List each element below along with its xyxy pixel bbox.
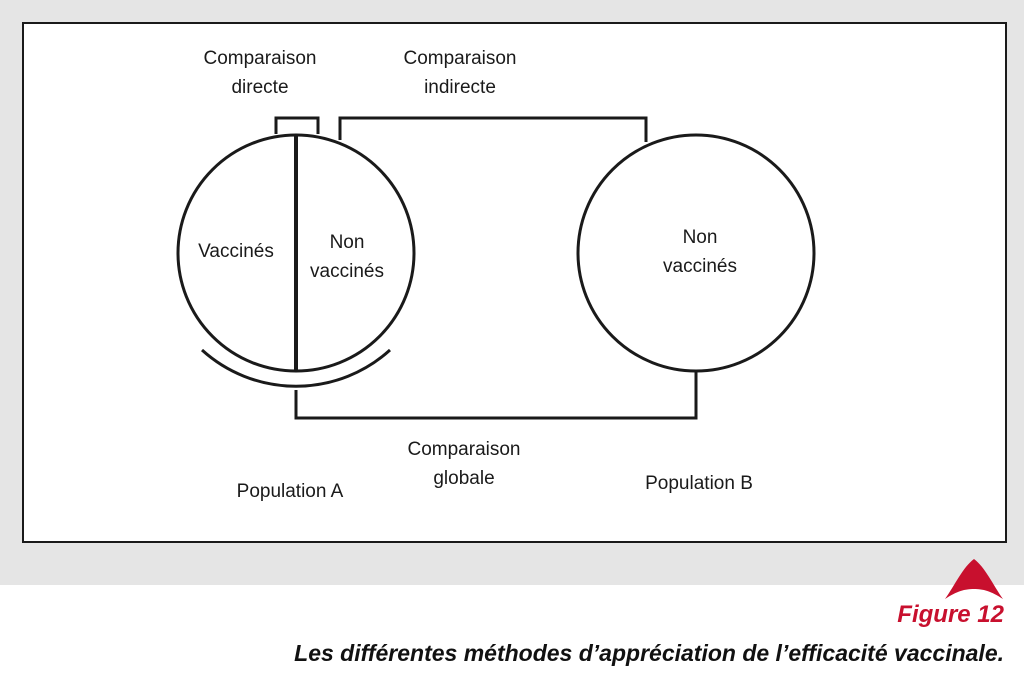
indirect-comparison-label: Comparaison indirecte: [403, 48, 517, 98]
indirect-comparison-bracket: [340, 118, 646, 142]
figure-number: Figure 12: [897, 601, 1004, 628]
red-dome-icon: [943, 557, 1005, 601]
direct-comparison-label: Comparaison directe: [203, 48, 317, 98]
unvaccinated-b-label: Non vaccinés: [663, 227, 737, 277]
population-a-label: Population A: [236, 481, 344, 502]
population-b-label: Population B: [645, 473, 753, 494]
direct-comparison-bracket: [276, 118, 318, 134]
global-comparison-connector: [296, 371, 696, 418]
unvaccinated-a-label: Non vaccinés: [310, 232, 384, 282]
figure-caption: Les différentes méthodes d’appréciation de l’efficacité vaccinale.: [294, 640, 1004, 666]
global-comparison-label: Comparaison globale: [407, 439, 521, 489]
vaccinated-label: Vaccinés: [198, 241, 274, 262]
